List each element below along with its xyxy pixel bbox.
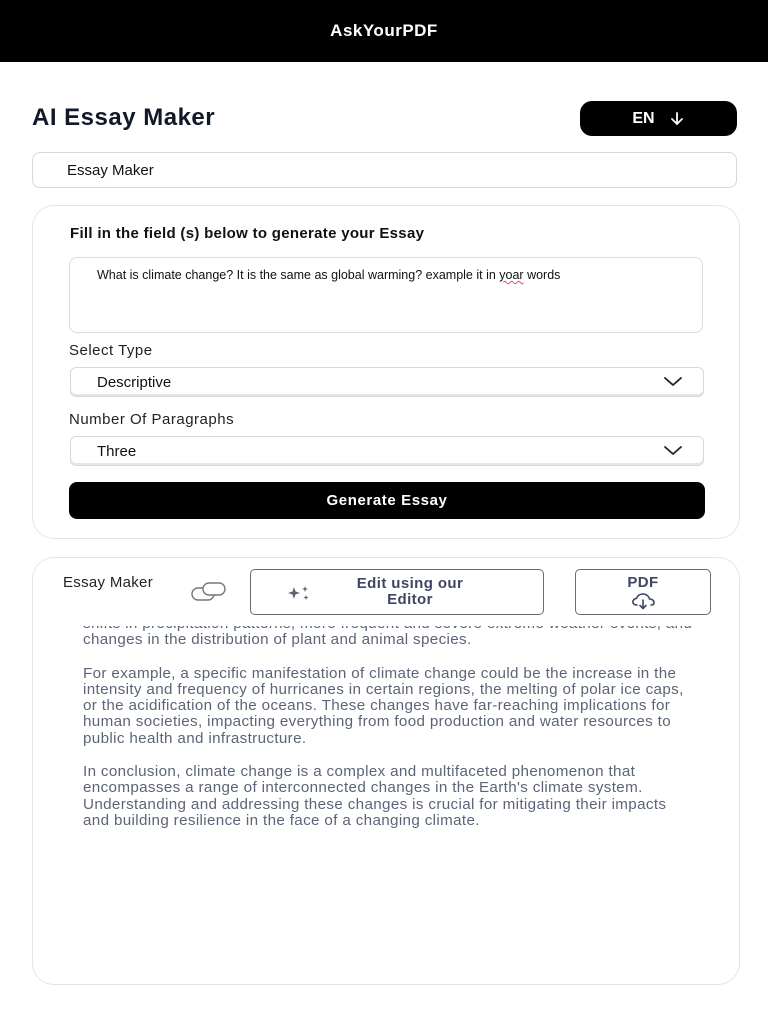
arrow-down-icon — [669, 111, 685, 127]
cloud-download-icon — [630, 592, 656, 610]
essay-paragraph: changes in the distribution of plant and animal species. — [83, 631, 472, 649]
form-heading: Fill in the field (s) below to generate your Essay — [70, 225, 425, 242]
result-title: Essay Maker — [63, 574, 153, 591]
tool-selector[interactable] — [32, 152, 737, 188]
essay-paragraph: For example, a specific manifestation of climate change could be the increase in the intensity and frequency of hurricanes in certain regions, the melting of polar ice caps, or the acidification of the oceans. These changes have far-reaching implications for human societies, impacting everything from food production and water resources to public health and infrastructure. — [83, 664, 684, 747]
essay-output — [83, 616, 695, 846]
result-toolbar — [33, 558, 739, 626]
select-type-label: Select Type — [69, 342, 153, 359]
essay-paragraph: In conclusion, climate change is a complex and multifaceted phenomenon that encompasses a range of interconnected changes in the Earth's climate system. Understanding and addressing these changes is crucial for mitigating their impacts and building resilience in the face of a changing climate. — [83, 763, 667, 829]
edit-in-editor-button[interactable] — [250, 569, 544, 615]
essay-form-card — [32, 205, 740, 539]
paragraphs-dropdown[interactable] — [70, 436, 704, 466]
language-selector-button[interactable] — [580, 101, 737, 136]
generate-essay-button[interactable]: Generate Essay — [69, 482, 705, 519]
paragraphs-value: Three — [97, 442, 137, 460]
prompt-text: What is climate change? It is the same as global warming? example it in — [97, 268, 500, 282]
paragraphs-label: Number Of Paragraphs — [69, 411, 235, 428]
sparkle-icon — [285, 584, 315, 602]
select-type-dropdown[interactable] — [70, 367, 704, 397]
copy-icon[interactable] — [191, 582, 229, 602]
chevron-down-icon — [663, 445, 683, 457]
chevron-down-icon — [663, 376, 683, 388]
essay-prompt-textarea[interactable] — [69, 257, 703, 333]
select-type-value: Descriptive — [97, 373, 172, 391]
download-pdf-button[interactable] — [575, 569, 711, 615]
essay-result-card — [32, 557, 740, 985]
prompt-text-end: words — [523, 268, 561, 282]
pdf-button-label: PDF — [627, 573, 659, 591]
prompt-misspelled-word: yoar — [499, 268, 524, 282]
brand-logo[interactable]: AskYourPDF — [330, 21, 438, 40]
top-bar — [0, 0, 768, 62]
tool-selector-value: Essay Maker — [67, 161, 154, 179]
edit-button-label: Edit using our Editor — [356, 575, 464, 608]
page-title: AI Essay Maker — [32, 104, 216, 131]
language-label: EN — [632, 109, 655, 127]
